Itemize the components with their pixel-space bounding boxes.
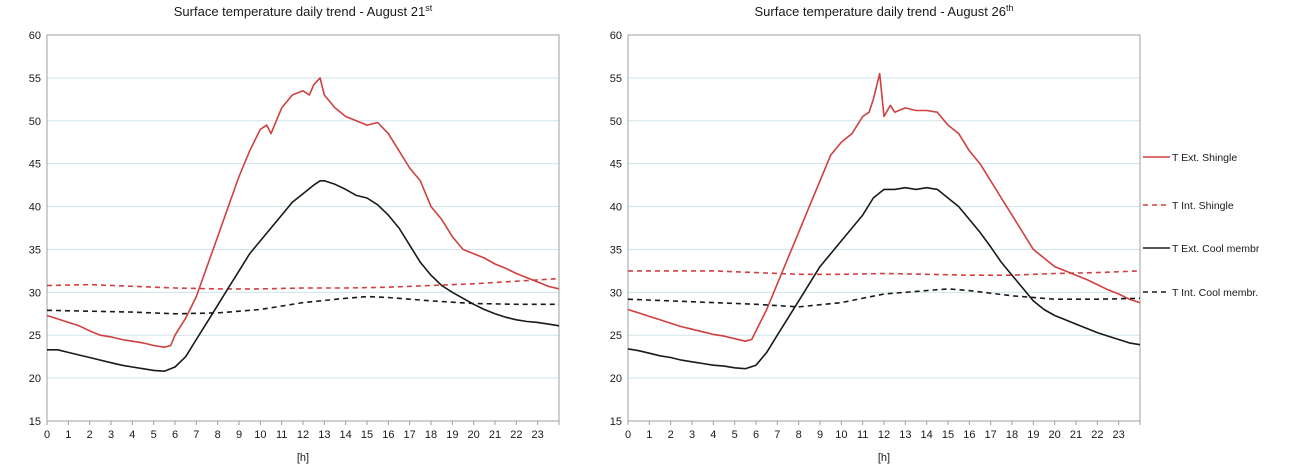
x-tick-label: 0: [624, 429, 632, 441]
x-tick-label: 1: [65, 429, 72, 441]
x-tick-label: 21: [1069, 429, 1083, 441]
series-line-int-cool: [628, 289, 1140, 307]
y-tick-label: 60: [28, 30, 41, 42]
x-tick-label: 3: [688, 429, 696, 441]
x-tick-label: 5: [150, 429, 157, 441]
x-tick-label: 0: [43, 429, 51, 441]
series-line-ext-cool: [47, 181, 559, 371]
x-tick-label: 17: [403, 429, 416, 441]
x-axis-label: [h]: [296, 452, 310, 464]
chart-title: [755, 3, 1014, 19]
x-tick-label: 23: [531, 429, 544, 441]
legend: [1143, 152, 1260, 299]
x-tick-label: 20: [467, 429, 480, 441]
x-tick-label: 16: [963, 429, 976, 441]
x-tick-label: 9: [816, 429, 824, 441]
x-tick-label: 1: [646, 429, 653, 441]
series-line-int-shingle: [47, 279, 559, 289]
x-tick-label: 18: [1005, 429, 1019, 441]
x-tick-label: 15: [941, 429, 955, 441]
chart-title-superscript: st: [425, 3, 433, 13]
x-tick-label: 7: [193, 429, 200, 441]
x-tick-label: 4: [710, 429, 717, 441]
y-tick-label: 25: [28, 330, 41, 343]
x-tick-label: 20: [1048, 429, 1061, 441]
chart-title-text: Surface temperature daily trend - August 26: [754, 4, 1006, 19]
plot-frame: [47, 35, 559, 421]
series-line-int-cool: [47, 297, 559, 314]
y-tick-label: 20: [609, 373, 622, 386]
x-tick-label: 19: [1027, 429, 1040, 441]
series-line-int-shingle: [628, 271, 1140, 275]
x-tick-label: 10: [835, 429, 848, 441]
series-line-ext-cool: [628, 188, 1140, 369]
x-tick-label: 17: [984, 429, 997, 441]
y-tick-label: 15: [28, 416, 41, 428]
x-tick-label: 2: [667, 429, 674, 441]
x-tick-label: 18: [424, 429, 438, 441]
x-tick-label: 9: [235, 429, 243, 441]
y-tick-label: 30: [609, 287, 622, 300]
x-tick-label: 11: [275, 429, 288, 441]
y-tick-label: 35: [28, 244, 41, 257]
legend-label-int-cool: T Int. Cool membr.: [1172, 287, 1259, 299]
chart-august-26: [610, 3, 1140, 464]
x-tick-label: 8: [795, 429, 802, 441]
x-tick-label: 16: [382, 429, 395, 441]
y-tick-label: 20: [28, 373, 41, 386]
legend-label-ext-cool: T Ext. Cool membr: [1172, 243, 1260, 255]
x-tick-label: 3: [107, 429, 115, 441]
y-tick-label: 40: [609, 201, 622, 214]
x-tick-label: 13: [899, 429, 912, 441]
y-tick-label: 60: [609, 30, 622, 42]
x-tick-label: 12: [296, 429, 310, 441]
chart-title: [174, 3, 433, 19]
x-tick-label: 22: [510, 429, 523, 441]
x-tick-label: 4: [129, 429, 136, 441]
y-tick-label: 45: [609, 158, 622, 171]
x-axis-label: [h]: [877, 452, 891, 464]
x-tick-label: 6: [752, 429, 760, 441]
legend-label-ext-shingle: T Ext. Shingle: [1172, 152, 1238, 164]
x-tick-label: 7: [774, 429, 781, 441]
chart-title-text: Surface temperature daily trend - August 21: [173, 4, 426, 19]
x-tick-label: 22: [1091, 429, 1104, 441]
y-tick-label: 55: [28, 72, 41, 85]
x-tick-label: 6: [171, 429, 179, 441]
chart-title-superscript: th: [1005, 3, 1014, 13]
y-tick-label: 15: [609, 416, 622, 428]
x-tick-label: 19: [446, 429, 459, 441]
chart-august-21: [29, 3, 559, 464]
y-tick-label: 40: [28, 201, 41, 214]
y-tick-label: 25: [609, 330, 622, 343]
x-tick-label: 14: [920, 429, 933, 441]
x-tick-label: 12: [877, 429, 891, 441]
y-tick-label: 50: [609, 115, 622, 128]
series-line-ext-shingle: [47, 78, 559, 347]
x-tick-label: 11: [856, 429, 869, 441]
x-tick-label: 14: [339, 429, 352, 441]
series-line-ext-shingle: [628, 74, 1140, 342]
x-tick-label: 15: [360, 429, 374, 441]
x-tick-label: 13: [318, 429, 331, 441]
x-tick-label: 21: [488, 429, 502, 441]
x-tick-label: 8: [214, 429, 221, 441]
y-tick-label: 50: [28, 115, 41, 128]
x-tick-label: 23: [1112, 429, 1125, 441]
y-tick-label: 55: [609, 72, 622, 85]
x-tick-label: 5: [731, 429, 738, 441]
x-tick-label: 2: [86, 429, 93, 441]
x-tick-label: 10: [254, 429, 267, 441]
legend-label-int-shingle: T Int. Shingle: [1172, 200, 1234, 212]
y-tick-label: 30: [28, 287, 41, 300]
y-tick-label: 45: [28, 158, 41, 171]
y-tick-label: 35: [609, 244, 622, 257]
